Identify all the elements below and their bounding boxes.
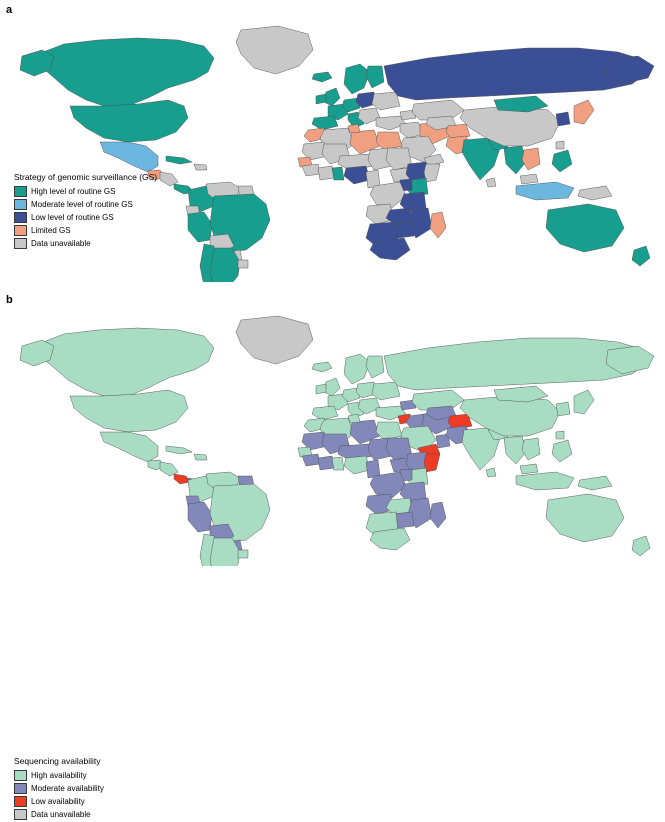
country-malaysia (520, 464, 538, 474)
legend-a-item-0 (14, 186, 157, 197)
country-indonesia (516, 182, 574, 200)
country-australia (546, 494, 624, 542)
country-madagascar (430, 502, 446, 528)
country-peru (188, 502, 212, 532)
country-finland (366, 66, 384, 88)
panel-b (0, 290, 665, 819)
legend-b-label-0: High availability (31, 771, 87, 780)
legend-b-item-1 (14, 783, 104, 794)
country-cuba (166, 156, 192, 164)
country-madagascar (430, 212, 446, 238)
country-ukraine-belarus (372, 92, 400, 110)
country-spain-portugal (312, 406, 338, 420)
country-united-kingdom (324, 378, 340, 396)
legend-a-swatch-4 (14, 238, 27, 249)
map-b-countries (20, 316, 654, 566)
country-new-zealand (632, 246, 650, 266)
country-ivory-coast (318, 456, 334, 470)
country-united-kingdom (324, 88, 340, 106)
world-map-sequencing-availability (8, 308, 658, 566)
country-ireland (316, 94, 326, 104)
panel-b-label: b (6, 294, 13, 306)
legend-a-label-1: Moderate level of routine GS (31, 200, 133, 209)
legend-a-swatch-2 (14, 212, 27, 223)
country-philippines (552, 440, 572, 462)
legend-a-label-4: Data unavailable (31, 239, 91, 248)
legend-a-item-3 (14, 225, 157, 236)
legend-b-swatch-1 (14, 783, 27, 794)
country-mexico (100, 432, 158, 462)
country-spain-portugal (312, 116, 338, 130)
country-philippines (552, 150, 572, 172)
legend-b-label-1: Moderate availability (31, 784, 104, 793)
country-ghana (332, 167, 344, 180)
legend-a-label-2: Low level of routine GS (31, 213, 114, 222)
country-united-states (70, 390, 188, 432)
legend-a-swatch-0 (14, 186, 27, 197)
country-nigeria (344, 456, 370, 474)
country-canada (38, 38, 214, 106)
legend-panel-a (14, 172, 157, 251)
country-vietnam (522, 438, 540, 460)
country-indonesia (516, 472, 574, 490)
country-sri-lanka (486, 468, 496, 477)
country-tunisia (348, 414, 360, 423)
country-new-zealand (632, 536, 650, 556)
country-cuba (166, 446, 192, 454)
country-egypt (376, 422, 402, 440)
country-australia (546, 204, 624, 252)
country-greenland (236, 26, 313, 74)
country-ghana (332, 457, 344, 470)
country-japan (574, 100, 594, 124)
country-finland (366, 356, 384, 378)
country-iceland (312, 362, 332, 372)
country-taiwan (556, 431, 564, 439)
country-honduras-nicaragua (160, 172, 178, 186)
country-ukraine-belarus (372, 382, 400, 400)
country-zambia (386, 208, 412, 224)
legend-a-label-0: High level of routine GS (31, 187, 116, 196)
country-egypt (376, 132, 402, 150)
country-mexico (100, 142, 158, 172)
country-uruguay (238, 550, 248, 558)
legend-b-title: Sequencing availability (14, 756, 101, 766)
country-koreas (556, 402, 570, 416)
country-hispaniola (194, 164, 207, 170)
country-japan (574, 390, 594, 414)
country-costa-rica (174, 474, 190, 484)
legend-a-item-1 (14, 199, 157, 210)
country-sri-lanka (486, 178, 496, 187)
legend-b-label-3: Data unavailable (31, 810, 91, 819)
country-papua-new-guinea (578, 476, 612, 490)
legend-a-title: Strategy of genomic surveillance (GS) (14, 172, 158, 182)
country-united-states (70, 100, 188, 142)
legend-b-swatch-3 (14, 809, 27, 820)
country-nigeria (344, 166, 370, 184)
country-zambia (386, 498, 412, 514)
map-b-svg (8, 308, 658, 566)
country-guinea-sierra-leone (302, 164, 320, 176)
country-iceland (312, 72, 332, 82)
country-honduras-nicaragua (160, 462, 178, 476)
country-ireland (316, 384, 326, 394)
legend-b-swatch-2 (14, 796, 27, 807)
country-norway-sweden (344, 354, 370, 384)
panel-a-label: a (6, 4, 13, 16)
legend-b-item-2 (14, 796, 104, 807)
legend-a-swatch-3 (14, 225, 27, 236)
country-somalia (424, 454, 440, 472)
country-canada (38, 328, 214, 396)
legend-b-item-3 (14, 809, 104, 820)
legend-b-item-0 (14, 770, 104, 781)
legend-a-swatch-1 (14, 199, 27, 210)
panel-a (0, 0, 665, 290)
country-guinea-sierra-leone (302, 454, 320, 466)
legend-panel-b (14, 756, 104, 822)
country-greenland (236, 316, 313, 364)
legend-a-item-2 (14, 212, 157, 223)
country-koreas (556, 112, 570, 126)
country-somalia (424, 164, 440, 182)
country-taiwan (556, 141, 564, 149)
country-tunisia (348, 124, 360, 133)
country-uruguay (238, 260, 248, 268)
country-papua-new-guinea (578, 186, 612, 200)
legend-b-label-2: Low availability (31, 797, 85, 806)
country-peru (188, 212, 212, 242)
country-vietnam (522, 148, 540, 170)
legend-a-item-4 (14, 238, 157, 249)
legend-b-swatch-0 (14, 770, 27, 781)
country-hispaniola (194, 454, 207, 460)
legend-a-label-3: Limited GS (31, 226, 71, 235)
country-norway-sweden (344, 64, 370, 94)
country-malaysia (520, 174, 538, 184)
country-ivory-coast (318, 166, 334, 180)
